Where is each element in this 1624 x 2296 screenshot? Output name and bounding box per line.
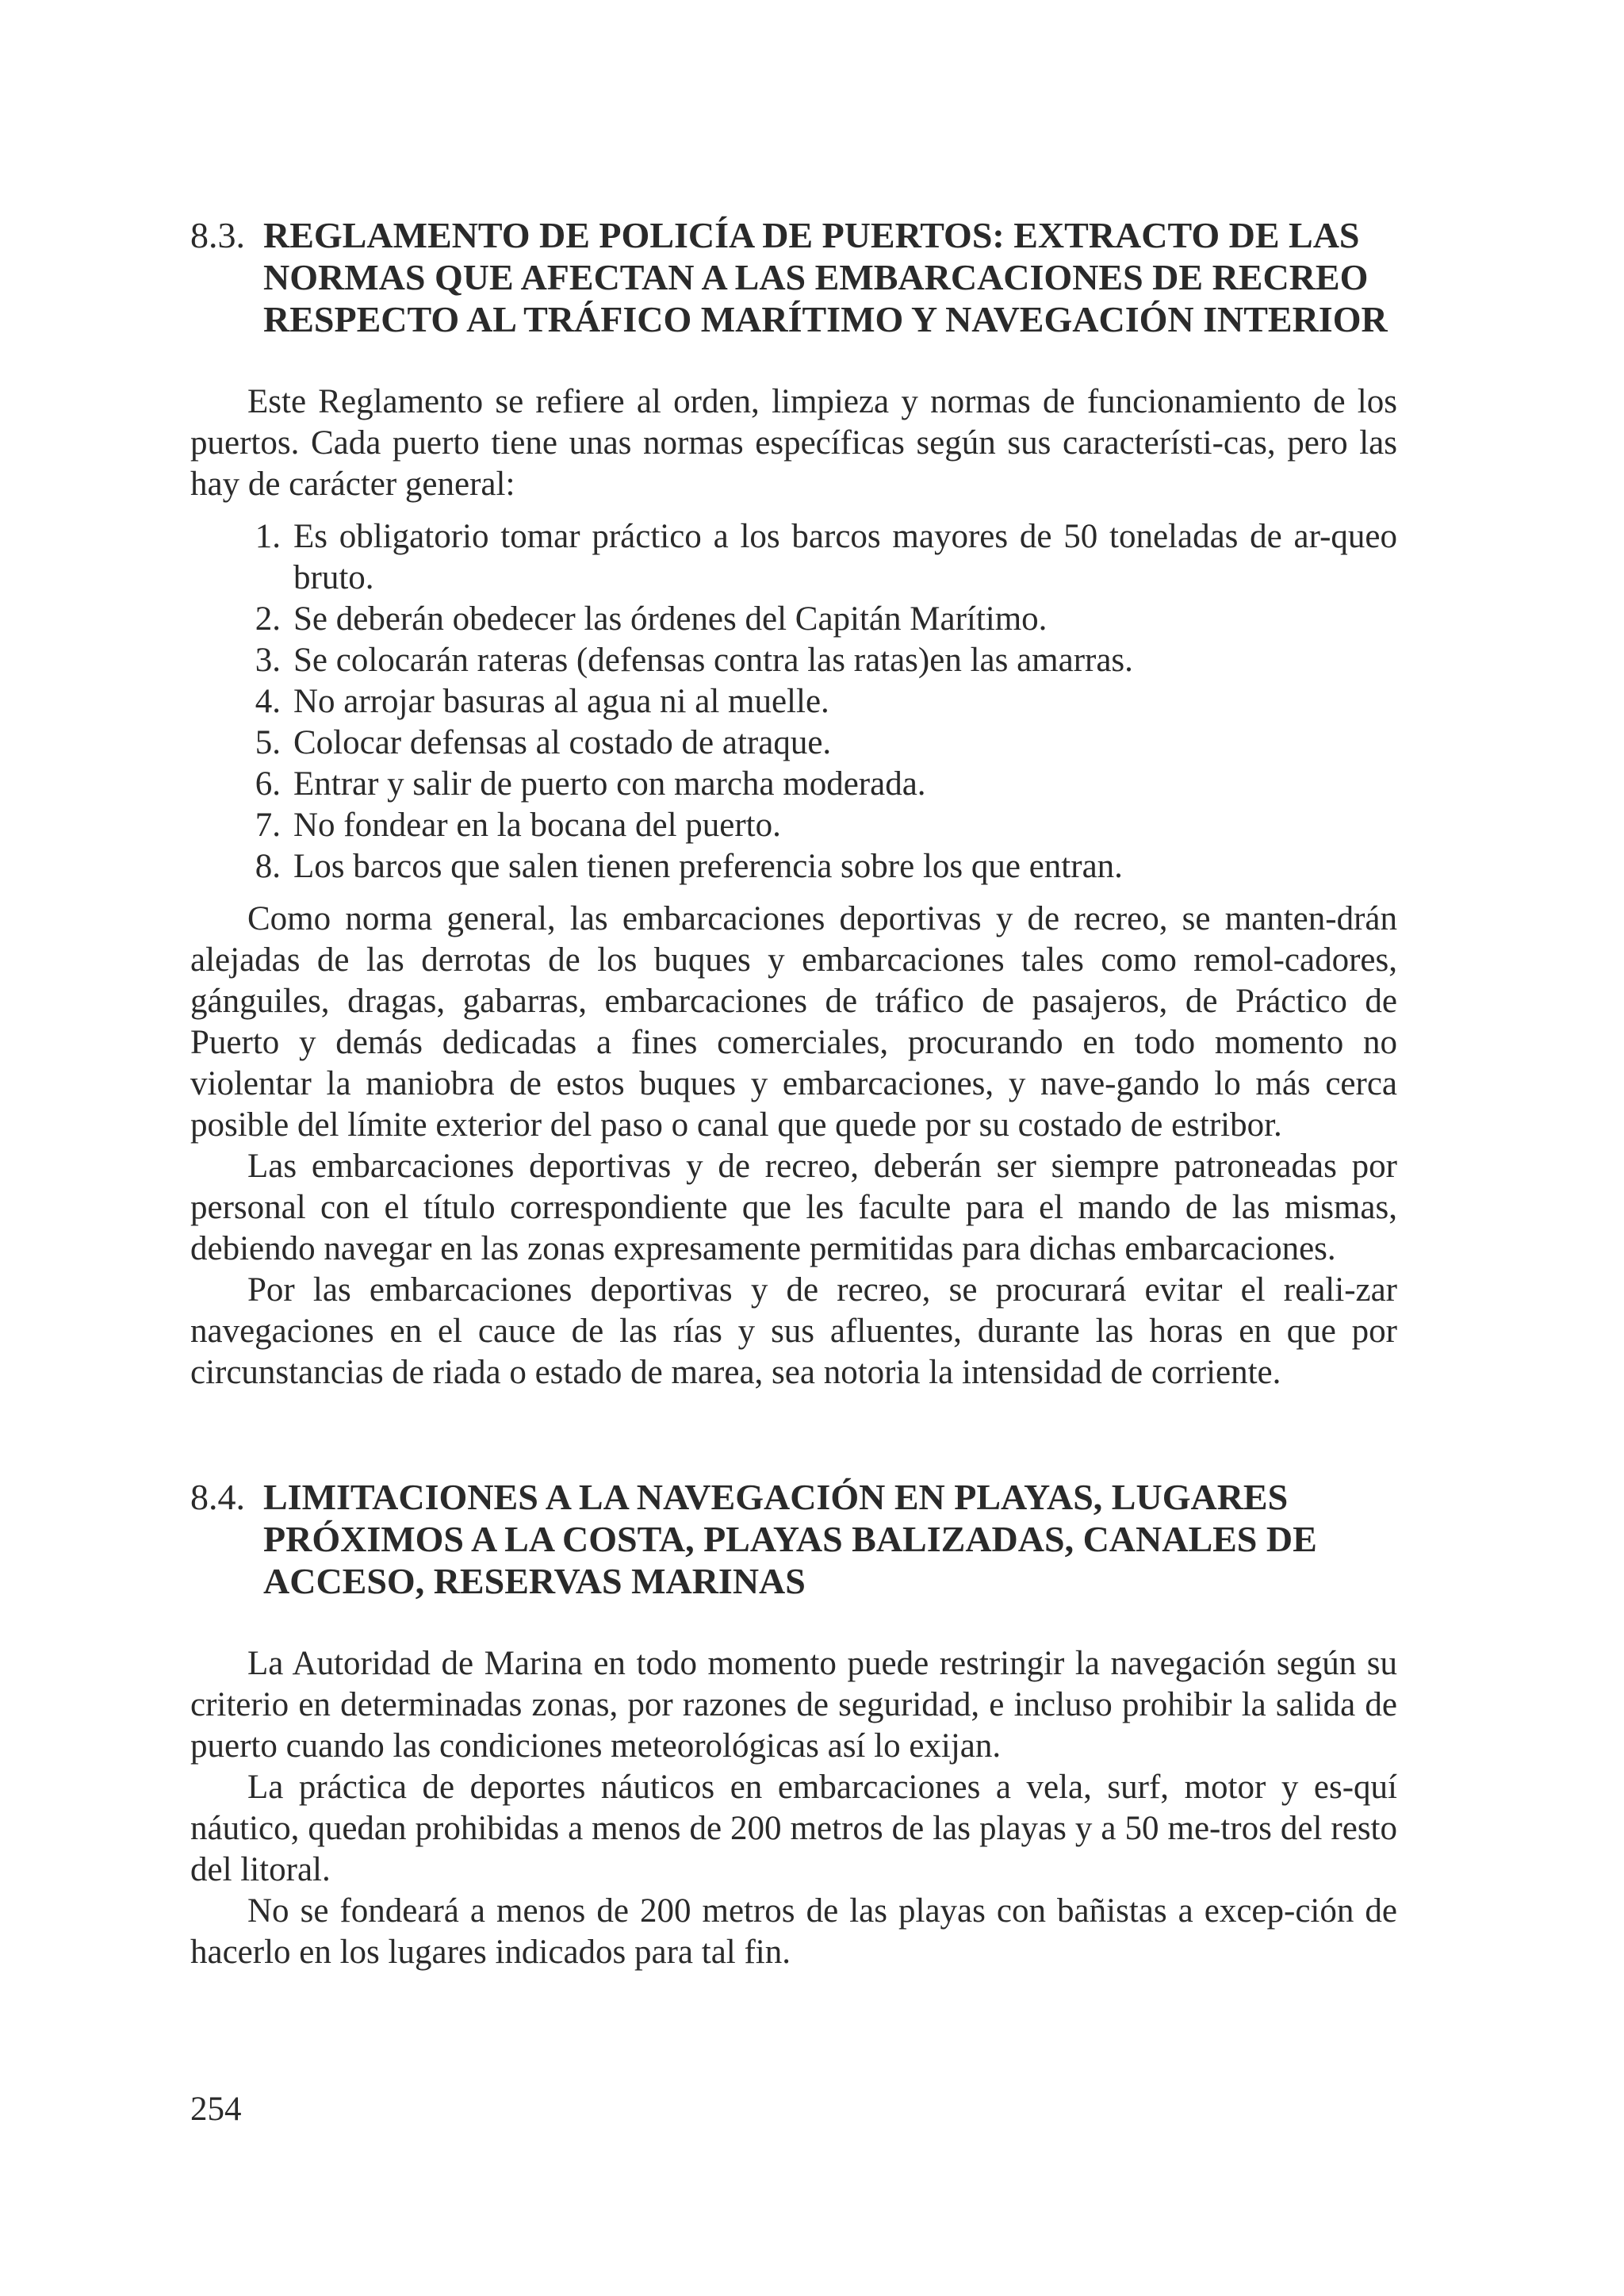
section-title: [263, 1476, 1429, 1602]
body-paragraph: No se fondeará a menos de 200 metros de las playas con bañistas a excep-ción de hacerlo en los lugares indicados para tal fin.: [190, 1892, 1397, 1971]
list-item-text: Es obligatorio tomar práctico a los barcos mayores de 50 toneladas de ar-queo bruto.: [293, 518, 1397, 596]
list-item: [190, 846, 1397, 887]
list-item-text: No fondear en la bocana del puerto.: [293, 807, 781, 844]
list-item-number: 8.: [255, 848, 281, 885]
section-number: 8.4.: [190, 1477, 245, 1517]
list-item-text: Entrar y salir de puerto con marcha moderada.: [293, 765, 926, 803]
section-title-line: RESPECTO AL TRÁFICO MARÍTIMO Y NAVEGACIÓN INTERIOR: [263, 299, 1388, 339]
list-item-number: 1.: [255, 518, 281, 555]
page-number: 254: [190, 2091, 242, 2128]
list-item-number: 4.: [255, 683, 281, 720]
section-title-line: LIMITACIONES A LA NAVEGACIÓN EN PLAYAS, LUGARES: [263, 1477, 1289, 1517]
list-item: [190, 516, 1397, 599]
list-item: [190, 640, 1397, 681]
section-heading-8-4: [190, 1476, 1397, 1602]
list-item-text: Se deberán obedecer las órdenes del Capitán Marítimo.: [293, 600, 1048, 638]
list-item: [190, 805, 1397, 846]
list-item: [190, 599, 1397, 640]
list-item-number: 3.: [255, 642, 281, 679]
body-paragraph: Como norma general, las embarcaciones deportivas y de recreo, se manten-drán alejadas de las derrotas de los buques y embarcaciones tales como remol-cadores, gánguiles, dragas, gabarras, embarcaciones de tráfico de pasajeros, de Práctico de Puerto y demás dedicadas a fines comerciales, procurando en todo momento no violentar la maniobra de estos buques y embarcaciones, y nave-gando lo más cerca posible del límite exterior del paso o canal que quede por su costado de estribor.: [190, 900, 1397, 1144]
list-item-number: 6.: [255, 765, 281, 803]
page-content: [190, 214, 1397, 1973]
list-item: [190, 723, 1397, 764]
section-spacer: [190, 1393, 1397, 1476]
list-item: [190, 681, 1397, 723]
section-title-line: REGLAMENTO DE POLICÍA DE PUERTOS: EXTRACTO DE LAS: [263, 215, 1360, 255]
body-paragraph: Las embarcaciones deportivas y de recreo, deberán ser siempre patroneadas por personal con el título correspondiente que les faculte para el mando de las mismas, debiendo navegar en las zonas expresamente permitidas para dichas embarcaciones.: [190, 1148, 1397, 1267]
list-item-number: 2.: [255, 600, 281, 638]
list-item-text: No arrojar basuras al agua ni al muelle.: [293, 683, 829, 720]
list-item-text: Colocar defensas al costado de atraque.: [293, 724, 832, 761]
list-item-number: 7.: [255, 807, 281, 844]
body-paragraph: La práctica de deportes náuticos en embarcaciones a vela, surf, motor y es-quí náutico, quedan prohibidas a menos de 200 metros de las playas y a 50 me-tros del resto del litoral.: [190, 1769, 1397, 1888]
section-title-line: ACCESO, RESERVAS MARINAS: [263, 1561, 806, 1601]
body-paragraph: La Autoridad de Marina en todo momento puede restringir la navegación según su criterio en determinadas zonas, por razones de seguridad, e incluso prohibir la salida de puerto cuando las condiciones meteorológicas así lo exijan.: [190, 1645, 1397, 1765]
section-title-line: NORMAS QUE AFECTAN A LAS EMBARCACIONES DE RECREO: [263, 257, 1369, 297]
list-item-text: Se colocarán rateras (defensas contra las ratas)en las amarras.: [293, 642, 1133, 679]
list-item: [190, 764, 1397, 805]
section-title: [263, 214, 1429, 340]
body-paragraph: Por las embarcaciones deportivas y de recreo, se procurará evitar el reali-zar navegaciones en el cauce de las rías y sus afluentes, durante las horas en que por circunstancias de riada o estado de marea, sea notoria la intensidad de corriente.: [190, 1271, 1397, 1391]
intro-paragraph: Este Reglamento se refiere al orden, limpieza y normas de funcionamiento de los puertos. Cada puerto tiene unas normas específicas según sus característi-cas, pero las hay de carácter general:: [190, 383, 1397, 503]
section-heading-8-3: [190, 214, 1397, 340]
list-item-number: 5.: [255, 724, 281, 761]
list-item-text: Los barcos que salen tienen preferencia sobre los que entran.: [293, 848, 1123, 885]
section-number: 8.3.: [190, 215, 245, 255]
section-title-line: PRÓXIMOS A LA COSTA, PLAYAS BALIZADAS, CANALES DE: [263, 1519, 1317, 1559]
rules-list: [190, 516, 1397, 887]
